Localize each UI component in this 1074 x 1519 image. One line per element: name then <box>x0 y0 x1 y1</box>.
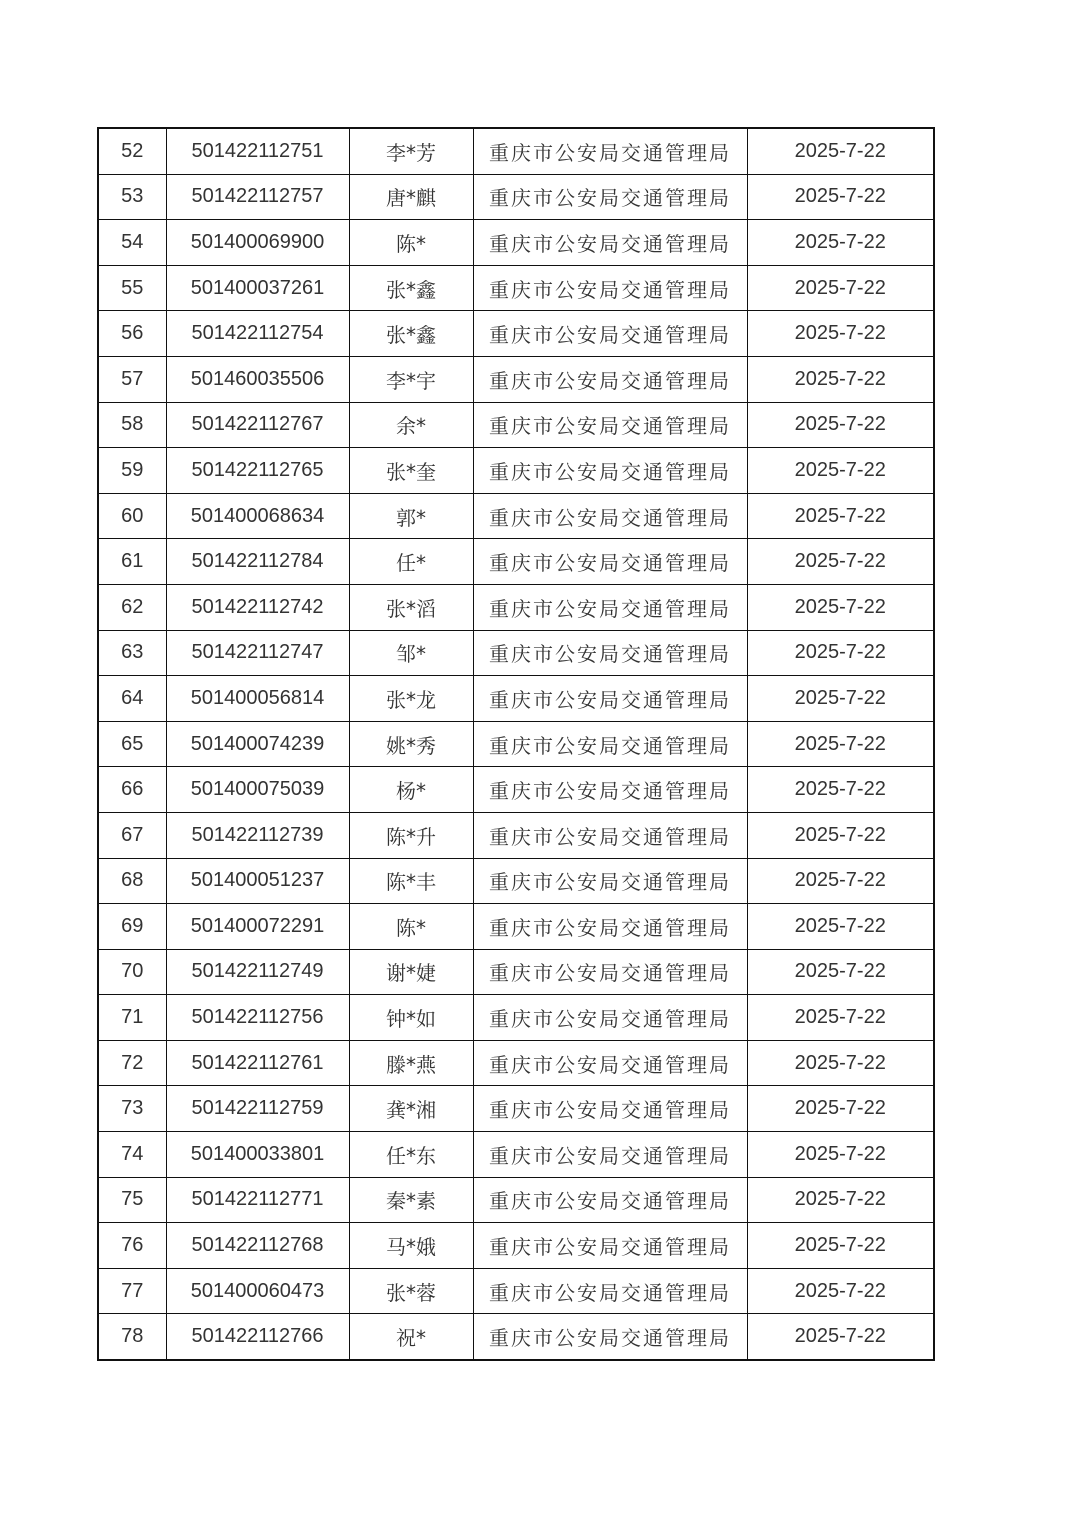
organization: 重庆市公安局交通管理局 <box>473 858 747 904</box>
table-row <box>98 493 934 539</box>
row-number: 60 <box>98 493 166 539</box>
table-row <box>98 1314 934 1360</box>
record-id: 501422112761 <box>166 1040 349 1086</box>
person-name: 邹* <box>349 630 473 676</box>
table-row <box>98 265 934 311</box>
record-id: 501422112771 <box>166 1177 349 1223</box>
table-row <box>98 812 934 858</box>
record-date: 2025-7-22 <box>747 995 934 1041</box>
person-name: 姚*秀 <box>349 721 473 767</box>
organization: 重庆市公安局交通管理局 <box>473 1177 747 1223</box>
record-id: 501422112754 <box>166 311 349 357</box>
row-number: 64 <box>98 676 166 722</box>
person-name: 陈*丰 <box>349 858 473 904</box>
person-name: 陈*升 <box>349 812 473 858</box>
row-number: 68 <box>98 858 166 904</box>
row-number: 65 <box>98 721 166 767</box>
record-id: 501400033801 <box>166 1132 349 1178</box>
table-row <box>98 995 934 1041</box>
record-date: 2025-7-22 <box>747 858 934 904</box>
row-number: 52 <box>98 128 166 174</box>
table-row <box>98 721 934 767</box>
record-date: 2025-7-22 <box>747 220 934 266</box>
record-date: 2025-7-22 <box>747 584 934 630</box>
table-row <box>98 356 934 402</box>
row-number: 75 <box>98 1177 166 1223</box>
person-name: 秦*素 <box>349 1177 473 1223</box>
person-name: 李*宇 <box>349 356 473 402</box>
table-row <box>98 448 934 494</box>
row-number: 66 <box>98 767 166 813</box>
person-name: 任*东 <box>349 1132 473 1178</box>
record-date: 2025-7-22 <box>747 676 934 722</box>
table-row <box>98 1268 934 1314</box>
organization: 重庆市公安局交通管理局 <box>473 493 747 539</box>
organization: 重庆市公安局交通管理局 <box>473 311 747 357</box>
organization: 重庆市公安局交通管理局 <box>473 402 747 448</box>
person-name: 滕*燕 <box>349 1040 473 1086</box>
record-date: 2025-7-22 <box>747 356 934 402</box>
table-row <box>98 1177 934 1223</box>
person-name: 马*娥 <box>349 1223 473 1269</box>
organization: 重庆市公安局交通管理局 <box>473 904 747 950</box>
record-date: 2025-7-22 <box>747 1268 934 1314</box>
table-row <box>98 584 934 630</box>
organization: 重庆市公安局交通管理局 <box>473 1314 747 1360</box>
record-id: 501400075039 <box>166 767 349 813</box>
record-id: 501400069900 <box>166 220 349 266</box>
person-name: 陈* <box>349 220 473 266</box>
person-name: 张*滔 <box>349 584 473 630</box>
person-name: 唐*麒 <box>349 174 473 220</box>
record-date: 2025-7-22 <box>747 1086 934 1132</box>
table-row <box>98 767 934 813</box>
person-name: 张*鑫 <box>349 265 473 311</box>
record-id: 501400051237 <box>166 858 349 904</box>
row-number: 78 <box>98 1314 166 1360</box>
record-date: 2025-7-22 <box>747 174 934 220</box>
table-row <box>98 858 934 904</box>
row-number: 59 <box>98 448 166 494</box>
row-number: 56 <box>98 311 166 357</box>
row-number: 53 <box>98 174 166 220</box>
organization: 重庆市公安局交通管理局 <box>473 584 747 630</box>
record-id: 501400060473 <box>166 1268 349 1314</box>
record-id: 501422112767 <box>166 402 349 448</box>
person-name: 钟*如 <box>349 995 473 1041</box>
record-date: 2025-7-22 <box>747 1132 934 1178</box>
table-row <box>98 904 934 950</box>
record-id: 501422112742 <box>166 584 349 630</box>
row-number: 74 <box>98 1132 166 1178</box>
person-name: 张*龙 <box>349 676 473 722</box>
organization: 重庆市公安局交通管理局 <box>473 812 747 858</box>
record-id: 501400074239 <box>166 721 349 767</box>
record-date: 2025-7-22 <box>747 630 934 676</box>
records-table-body <box>98 128 934 1360</box>
organization: 重庆市公安局交通管理局 <box>473 721 747 767</box>
table-row <box>98 311 934 357</box>
record-date: 2025-7-22 <box>747 949 934 995</box>
organization: 重庆市公安局交通管理局 <box>473 174 747 220</box>
record-date: 2025-7-22 <box>747 265 934 311</box>
person-name: 余* <box>349 402 473 448</box>
record-id: 501460035506 <box>166 356 349 402</box>
person-name: 杨* <box>349 767 473 813</box>
row-number: 77 <box>98 1268 166 1314</box>
table-row <box>98 949 934 995</box>
record-date: 2025-7-22 <box>747 128 934 174</box>
record-id: 501400068634 <box>166 493 349 539</box>
record-date: 2025-7-22 <box>747 493 934 539</box>
row-number: 58 <box>98 402 166 448</box>
record-id: 501422112768 <box>166 1223 349 1269</box>
person-name: 张*鑫 <box>349 311 473 357</box>
table-row <box>98 630 934 676</box>
table-row <box>98 128 934 174</box>
record-id: 501422112747 <box>166 630 349 676</box>
record-id: 501400072291 <box>166 904 349 950</box>
table-row <box>98 539 934 585</box>
row-number: 67 <box>98 812 166 858</box>
row-number: 57 <box>98 356 166 402</box>
record-date: 2025-7-22 <box>747 1040 934 1086</box>
record-id: 501422112751 <box>166 128 349 174</box>
row-number: 54 <box>98 220 166 266</box>
row-number: 69 <box>98 904 166 950</box>
table-row <box>98 676 934 722</box>
row-number: 76 <box>98 1223 166 1269</box>
record-date: 2025-7-22 <box>747 402 934 448</box>
table-row <box>98 174 934 220</box>
row-number: 71 <box>98 995 166 1041</box>
record-date: 2025-7-22 <box>747 311 934 357</box>
record-id: 501400037261 <box>166 265 349 311</box>
record-date: 2025-7-22 <box>747 1314 934 1360</box>
row-number: 55 <box>98 265 166 311</box>
organization: 重庆市公安局交通管理局 <box>473 1223 747 1269</box>
person-name: 祝* <box>349 1314 473 1360</box>
record-id: 501422112759 <box>166 1086 349 1132</box>
record-date: 2025-7-22 <box>747 1223 934 1269</box>
organization: 重庆市公安局交通管理局 <box>473 448 747 494</box>
person-name: 李*芳 <box>349 128 473 174</box>
organization: 重庆市公安局交通管理局 <box>473 1268 747 1314</box>
record-id: 501422112765 <box>166 448 349 494</box>
record-id: 501422112766 <box>166 1314 349 1360</box>
record-id: 501422112739 <box>166 812 349 858</box>
row-number: 63 <box>98 630 166 676</box>
person-name: 陈* <box>349 904 473 950</box>
person-name: 张*蓉 <box>349 1268 473 1314</box>
table-row <box>98 220 934 266</box>
organization: 重庆市公安局交通管理局 <box>473 949 747 995</box>
person-name: 郭* <box>349 493 473 539</box>
table-row <box>98 1040 934 1086</box>
organization: 重庆市公安局交通管理局 <box>473 1132 747 1178</box>
row-number: 61 <box>98 539 166 585</box>
record-id: 501422112756 <box>166 995 349 1041</box>
table-row <box>98 1132 934 1178</box>
row-number: 62 <box>98 584 166 630</box>
person-name: 龚*湘 <box>349 1086 473 1132</box>
person-name: 谢*婕 <box>349 949 473 995</box>
record-date: 2025-7-22 <box>747 721 934 767</box>
organization: 重庆市公安局交通管理局 <box>473 265 747 311</box>
organization: 重庆市公安局交通管理局 <box>473 356 747 402</box>
record-id: 501422112757 <box>166 174 349 220</box>
row-number: 70 <box>98 949 166 995</box>
row-number: 73 <box>98 1086 166 1132</box>
organization: 重庆市公安局交通管理局 <box>473 1040 747 1086</box>
organization: 重庆市公安局交通管理局 <box>473 1086 747 1132</box>
record-id: 501422112784 <box>166 539 349 585</box>
organization: 重庆市公安局交通管理局 <box>473 630 747 676</box>
record-date: 2025-7-22 <box>747 904 934 950</box>
organization: 重庆市公安局交通管理局 <box>473 220 747 266</box>
organization: 重庆市公安局交通管理局 <box>473 767 747 813</box>
record-date: 2025-7-22 <box>747 767 934 813</box>
record-id: 501422112749 <box>166 949 349 995</box>
record-date: 2025-7-22 <box>747 1177 934 1223</box>
row-number: 72 <box>98 1040 166 1086</box>
organization: 重庆市公安局交通管理局 <box>473 539 747 585</box>
table-row <box>98 1223 934 1269</box>
record-id: 501400056814 <box>166 676 349 722</box>
person-name: 张*奎 <box>349 448 473 494</box>
table-row <box>98 1086 934 1132</box>
records-table <box>97 127 935 1361</box>
organization: 重庆市公安局交通管理局 <box>473 676 747 722</box>
person-name: 任* <box>349 539 473 585</box>
record-date: 2025-7-22 <box>747 539 934 585</box>
record-date: 2025-7-22 <box>747 812 934 858</box>
organization: 重庆市公安局交通管理局 <box>473 995 747 1041</box>
record-date: 2025-7-22 <box>747 448 934 494</box>
table-row <box>98 402 934 448</box>
organization: 重庆市公安局交通管理局 <box>473 128 747 174</box>
